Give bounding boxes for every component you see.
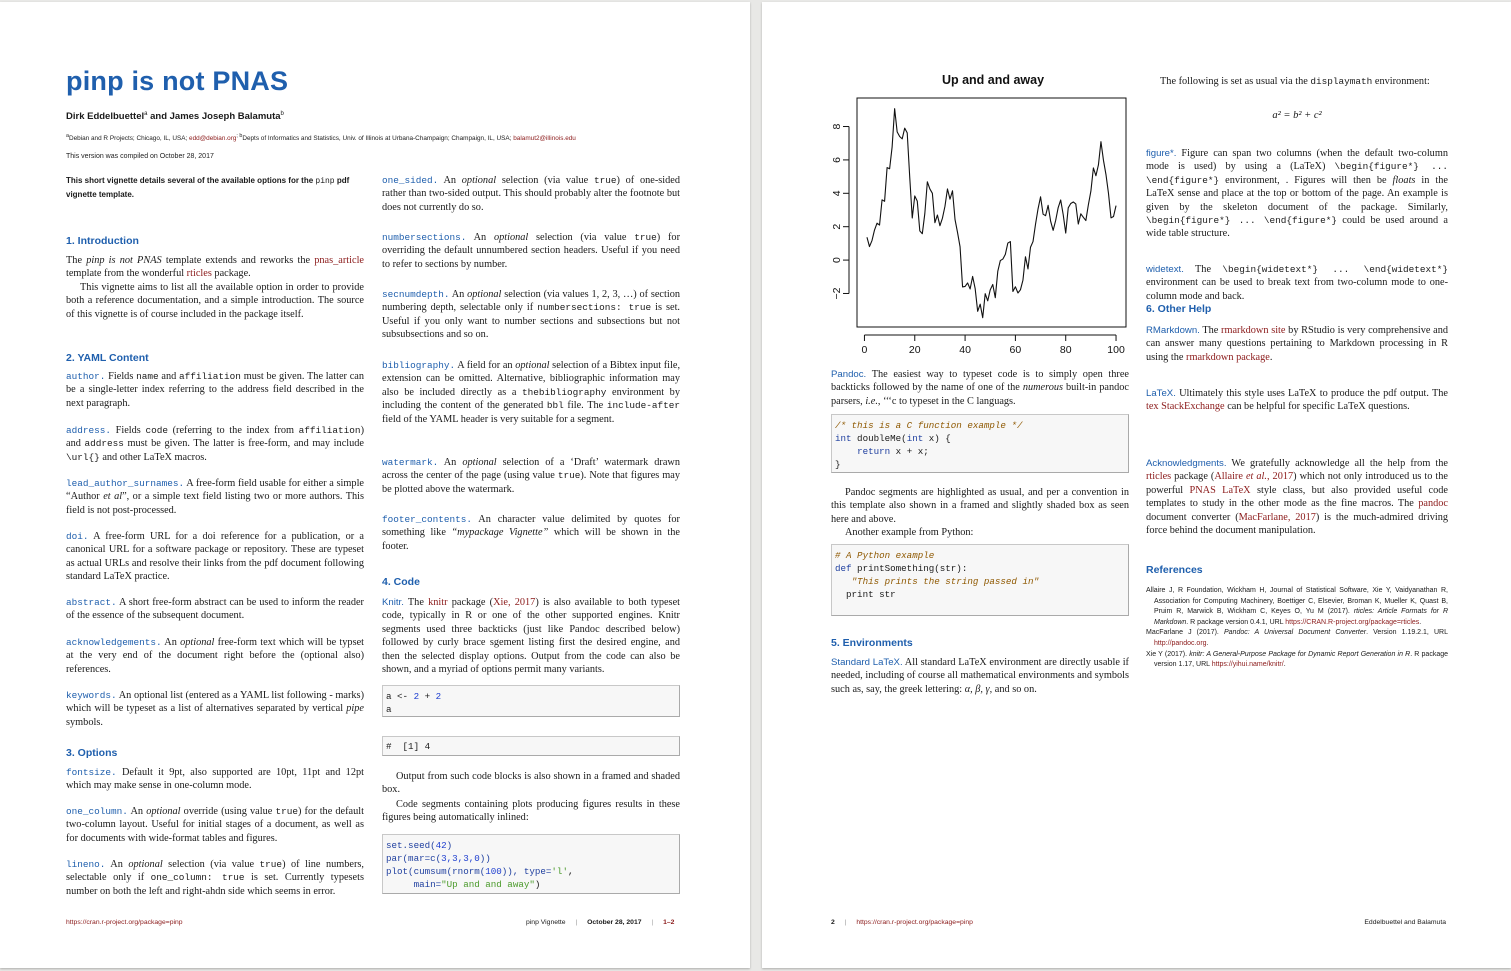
knitr-link[interactable]: knitr xyxy=(428,597,448,608)
reference-item: MacFarlane J (2017). Pandoc: A Universal Document Converter. Version 1.19.2.1, URL http://pandoc.org. xyxy=(1146,629,1448,647)
option-lineno: lineno. An optional selection (via value true) of line numbers, selectable only if one_column: true is set. Currently typesets number on both the left and right-ahdn side which seems in error. xyxy=(66,859,364,897)
rticles-ack-link[interactable]: rticles xyxy=(1146,471,1172,483)
yaml-address: address. Fields code (referring to the index from affiliation) and address must be given. The latter is free-form, and may include \url{} and other LaTeX macros. xyxy=(66,425,364,463)
compiled-date: This version was compiled on October 28, 2017 xyxy=(66,153,214,160)
affil-b-sup: ; b xyxy=(236,133,243,139)
section-heading-options: 3. Options xyxy=(66,747,118,759)
y-tick-label: 0 xyxy=(830,257,843,264)
reference-url-link[interactable]: http://pandoc.org xyxy=(1154,639,1207,647)
footer-separator: | xyxy=(844,919,847,926)
macfarlane-citation-link[interactable]: MacFarlane, 2017 xyxy=(1238,511,1316,523)
affil-a-sup: a xyxy=(66,133,69,139)
yaml-keywords: keywords. An optional list (entered as a YAML list following - marks) which will be typeset as a list of alternatives separated by vertical pipe symbols. xyxy=(66,690,364,728)
plots-paragraph: Code segments containing plots producing figures results in these figures being automatically inlined: xyxy=(382,799,680,824)
code-block-c: /* this is a C function example */ int doubleMe(int x) { return x + x; } xyxy=(831,414,1129,473)
pandoc-paragraph: Pandoc. The easiest way to typeset code is to simply open three backticks followed by the name of one of the numerous built-in pandoc parsers, i.e., ‘‘‘c to typeset in the C languags. xyxy=(831,369,1129,407)
series-polyline xyxy=(867,109,1116,318)
yaml-lead-author-surnames: lead_author_surnames. A free-form field usable for either a simple “Author et al”, or a simple text field listing two or more authors. This field is not post-processed. xyxy=(66,478,365,516)
abstract xyxy=(66,174,364,201)
y-tick-label: 6 xyxy=(830,156,843,163)
footer-right xyxy=(526,919,674,926)
reference-url-link[interactable]: https://CRAN.R-project.org/package=rticles xyxy=(1285,618,1420,626)
option-one-column: one_column. An optional override (using value true) for the default two-column layout. Useful for initial stages of a document, as well as for documents with wide-format tables and figures. xyxy=(66,806,364,844)
section-heading-environments: 5. Environments xyxy=(831,637,913,649)
abstract-text: This short vignette details several of the available options for the xyxy=(66,176,316,185)
x-tick-label: 0 xyxy=(861,344,868,356)
pandoc-link[interactable]: pandoc xyxy=(1418,498,1448,510)
x-tick-label: 100 xyxy=(1107,344,1125,356)
reference-item: Xie Y (2017). knitr: A General-Purpose Package for Dynamic Report Generation in R. R package version 1.17, URL https://yihui.name/knitr/. xyxy=(1146,650,1448,669)
tex-stackexchange-link[interactable]: tex StackExchange xyxy=(1146,401,1225,413)
footer-pages: 1–2 xyxy=(663,919,675,926)
output-paragraph: Output from such code blocks is also shown in a framed and shaded box. xyxy=(382,771,680,796)
page-2 xyxy=(762,2,1511,968)
affil-b: Depts of Informatics and Statistics, Univ. of Illinois at Urbana-Champaign; Champaign, IL, USA; xyxy=(242,135,514,143)
author-2-sup: b xyxy=(280,111,284,117)
option-watermark: watermark. An optional selection of a ‘Draft’ watermark drawn across the center of the page (using value true). Note that figures may be plotted above the watermark. xyxy=(382,457,681,495)
y-axis xyxy=(831,123,849,299)
rticles-link[interactable]: rticles xyxy=(186,268,212,280)
intro-paragraph-2: This vignette aims to list all the available option in order to provide both a reference documentation, and a simple introduction. The source of this vignette is of course included in the package itself. xyxy=(66,282,364,320)
rmarkdown-site-link[interactable]: rmarkdown site xyxy=(1221,325,1286,336)
code-knitr: Knitr. The knitr package (Xie, 2017) is also available to both typeset code, typically in R or one of the other supported engines. Knitr segments used three backticks (just like Pandoc described below) followed by curly brace sgement listing first the desired engine, and then the selected display options. Output from the code can also be shown, and a myriad of options permit many variants. xyxy=(382,597,680,676)
y-tick-label: 8 xyxy=(830,123,843,130)
yaml-doi: doi. A free-form URL for a doi reference for a publication, or a canonical URL for a software package or repository. These are typeset as actual URLs and resolve their links from the pdf document following standard LaTeX practice. xyxy=(66,531,364,583)
option-one-sided: one_sided. An optional selection (via value true) of one-sided rather than two-sided output. This should probably alter the footnote but does not currently do so. xyxy=(382,175,681,213)
section-heading-introduction: 1. Introduction xyxy=(66,235,139,247)
footer-separator: | xyxy=(651,919,654,926)
footer-separator: | xyxy=(575,919,578,926)
affil-a-email-link[interactable]: edd@debian.org xyxy=(189,135,237,143)
latex-paragraph: LaTeX. Ultimately this style uses LaTeX to produce the pdf output. The tex StackExchange can be helpful for specific LaTeX questions. xyxy=(1146,388,1448,413)
code-block-python: # A Python example def printSomething(str): "This prints the string passed in" print str xyxy=(831,544,1129,616)
environments-paragraph: Standard LaTeX. All standard LaTeX environment are directly usable if needed, including of course all mathematical environments and symbols such as, say, the greek lettering: α, β, γ, and so on. xyxy=(831,657,1129,695)
code-block-r-plot: set.seed(42) par(mar=c(3,3,3,0)) plot(cumsum(rnorm(100)), type='l', main="Up and and away") xyxy=(382,834,680,894)
option-fontsize: fontsize. Default it 9pt, also supported are 10pt, 11pt and 12pt which may make sense in one-column mode. xyxy=(66,767,364,792)
footer-authors: Eddelbuettel and Balamuta xyxy=(1364,919,1446,926)
widetext-paragraph: widetext. The \begin{widetext*} ... \end{widetext*} environment can be used to break text from two-column mode to one-column mode and back. xyxy=(1146,264,1448,302)
author-2: and James Joseph Balamuta xyxy=(147,111,281,123)
page-1 xyxy=(0,2,750,968)
yaml-abstract: abstract. A short free-form abstract can be used to inform the reader of the essence of the subsequent document. xyxy=(66,597,364,622)
yaml-acknowledgements: acknowledgements. An optional free-form text which will be typset at the very end of the document right before the (optional also) references. xyxy=(66,637,365,675)
abstract-code: pinp xyxy=(315,177,335,186)
author-line xyxy=(66,111,284,122)
x-axis xyxy=(862,335,1125,356)
footer-date: October 28, 2017 xyxy=(587,919,642,926)
document-title: pinp is not PNAS xyxy=(66,66,289,96)
x-tick-label: 60 xyxy=(1009,344,1022,356)
reference-item: Allaire J, R Foundation, Wickham H, Journal of Statistical Software, Xie Y, Vaidyanathan R, Association for Computing Machinery, Boettiger C, Elsevier, Broman K, Mueller K, Quast B, Pruim R, Marwick B, Wickham C, Keyes O, Yu M (2017). rticles: Article Formats for R Markdown. R package version 0.4.1, URL https://CRAN.R-project.org/package=rticles. xyxy=(1146,587,1448,626)
affiliations xyxy=(66,133,576,142)
line-chart xyxy=(818,62,1138,357)
intro-paragraph-1: The pinp is not PNAS template extends and reworks the pnas_article template from the wonderful rticles package. xyxy=(66,255,364,280)
xie-citation-link[interactable]: Xie, 2017 xyxy=(493,597,536,608)
yaml-author: author. Fields name and affiliation must be given. The latter can be a single-letter index referring to the address field described in the next paragraph. xyxy=(66,371,364,409)
rmarkdown-package-link[interactable]: rmarkdown package xyxy=(1186,351,1270,363)
option-secnumdepth: secnumdepth. An optional selection (via values 1, 2, 3, …) of section numbering depth, selectable only if numbersections: true is set. Useful if you only want to number sections and subsections but not subsubsections and so on. xyxy=(382,289,680,341)
references-list xyxy=(1146,586,1448,671)
x-tick-label: 20 xyxy=(908,344,921,356)
affil-b-email-link[interactable]: balamut2@illinois.edu xyxy=(513,135,576,143)
footer-url-link[interactable]: https://cran.r-project.org/package=pinp xyxy=(856,919,973,926)
pnas-latex-link[interactable]: PNAS LaTeX xyxy=(1189,484,1251,496)
rmarkdown-paragraph: RMarkdown. The rmarkdown site by RStudio is very comprehensive and can answer many questions pertaining to Markdown processing in R using the rmarkdown package. xyxy=(1146,325,1448,363)
code-block-r-assign: a <- 2 + 2 a xyxy=(382,685,680,717)
python-intro-paragraph: Another example from Python: xyxy=(845,527,974,538)
references-heading: References xyxy=(1146,564,1203,576)
acknowledgments-paragraph: Acknowledgments. We gratefully acknowledge all the help from the rticles package (Allaire et al., 2017) which not only introduced us to the powerful PNAS LaTeX style class, but also provided useful code templates to study in the other mode as the fine macros. The pandoc document converter (MacFarlane, 2017) is the much-admired driving force behind the document manipulation. xyxy=(1146,458,1449,537)
displaymath-intro: The following is set as usual via the displaymath environment: xyxy=(1160,76,1430,87)
author-1: Dirk Eddelbuettel xyxy=(66,111,145,123)
option-bibliography: bibliography. A field for an optional selection of a Bibtex input file, extension can be omitted. Alternative, bibliographic information may also be included directly as a thebibliography environment by including the content of the generated bbl file. The include-after field of the YAML header is very suitable for a segment. xyxy=(382,360,681,425)
footer-page-number: 2 xyxy=(831,919,835,926)
footer-url-link[interactable]: https://cran.r-project.org/package=pinp xyxy=(66,919,183,926)
section-heading-code: 4. Code xyxy=(382,576,420,588)
code-block-r-output: # [1] 4 xyxy=(382,736,680,756)
option-numbersections: numbersections. An optional selection (via value true) for overriding the default unnumbered section headers. Useful if you need to refer to sections by number. xyxy=(382,232,681,270)
footer-left xyxy=(831,919,973,926)
equation: a² = b² + c² xyxy=(1272,110,1322,121)
series-line xyxy=(867,109,1116,318)
figure-star-paragraph: figure*. Figure can span two columns (when the default two-column mode is used) by using a (LaTeX) \begin{figure*} ... \end{figure*} environment, . Figures will then be floats in the LaTeX sense and place at the top or bottom of the page. An example is given by the skeleton document of the package. Similarly, \begin{figure*} ... \end{figure*} could be used around a wide table structure. xyxy=(1146,148,1448,240)
footer-vignette-name: pinp Vignette xyxy=(526,919,566,926)
affil-a: Debian and R Projects; Chicago, IL, USA; xyxy=(68,135,190,143)
y-tick-label: −2 xyxy=(830,287,843,300)
x-tick-label: 40 xyxy=(959,344,971,356)
x-tick-label: 80 xyxy=(1059,344,1072,356)
author-1-sup: a xyxy=(144,111,148,117)
pandoc-highlight-paragraph: Pandoc segments are highlighted as usual, and per a convention in this template also shown in a framed and slightly shaded box as seen here and above. xyxy=(831,487,1129,525)
abstract-text-end: pdf vignette template. xyxy=(66,176,350,199)
reference-url-link[interactable]: https://yihui.name/knitr/ xyxy=(1211,661,1284,669)
option-footer-contents: footer_contents. An character value delimited by quotes for something like “mypackage Vignette” which will be shown in the footer. xyxy=(382,514,680,552)
pnas-article-link[interactable]: pnas_article xyxy=(314,255,364,266)
section-heading-other-help: 6. Other Help xyxy=(1146,303,1212,315)
y-tick-label: 4 xyxy=(830,190,843,197)
allaire-citation-link[interactable]: Allaire et al., 2017 xyxy=(1214,471,1294,483)
y-tick-label: 2 xyxy=(830,223,843,230)
section-heading-yaml: 2. YAML Content xyxy=(66,352,149,364)
chart-title: Up and and away xyxy=(941,73,1045,87)
